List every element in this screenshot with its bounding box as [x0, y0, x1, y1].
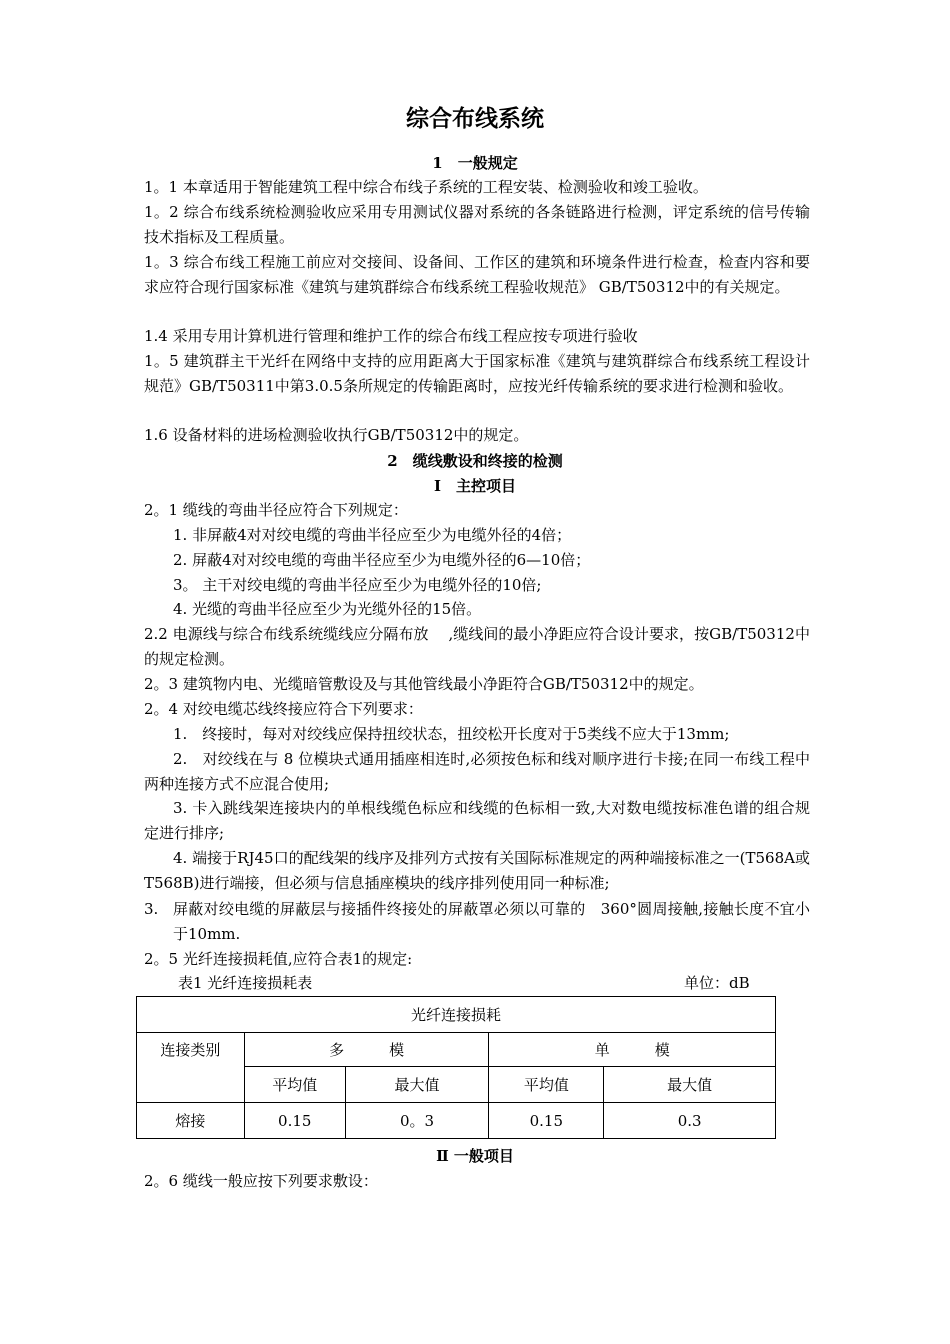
clause-2-4-item-1: 1. 终接时，每对对绞线应保持扭绞状态，扭绞松开长度对于5类线不应大于13mm;	[173, 725, 730, 743]
clause-2-4-item-3: 3. 卡入跳线架连接块内的单根线缆色标应和线缆的色标相一致,大对数电缆按标准色谱的组合规定进行排序;	[144, 799, 810, 842]
section-1-heading: 1 一般规定	[432, 154, 518, 172]
subsection-general-items: Ⅱ 一般项目	[436, 1147, 514, 1165]
clause-2-1-item-4: 4. 光缆的弯曲半径应至少为光缆外径的15倍。	[173, 600, 482, 618]
clause-2-4-item-5-number: 3.	[144, 900, 159, 918]
doc-title: 综合布线系统	[406, 105, 544, 132]
singlemode-average-header: 平均值	[489, 1067, 604, 1103]
clause-1-6: 1.6 设备材料的进场检测验收执行GB/T50312中的规定。	[144, 426, 529, 444]
clause-1-2: 1。2 综合布线系统检测验收应采用专用测试仪器对系统的各条链路进行检测，评定系统的信号传输技术指标及工程质量。	[144, 203, 810, 246]
table-row	[137, 1103, 776, 1139]
table-caption: 表1 光纤连接损耗表	[178, 974, 313, 992]
clause-1-5: 1。5 建筑群主干光纤在网络中支持的应用距离大于国家标准《建筑与建筑群综合布线系统工程设计规范》GB/T50311中第3.0.5条所规定的传输距离时，应按光纤传输系统的要求进行检测和验收。	[144, 352, 810, 395]
clause-2-1-item-2: 2. 屏蔽4对对绞电缆的弯曲半径应至少为电缆外径的6—10倍；	[173, 551, 591, 569]
singlemode-max-value: 0.3	[604, 1103, 776, 1139]
multimode-max-header: 最大值	[345, 1067, 489, 1103]
multimode-header: 多 模	[244, 1033, 489, 1067]
connection-type-header: 连接类别	[137, 1033, 245, 1103]
clause-2-2: 2.2 电源线与综合布线系统缆线应分隔布放 ,缆线间的最小净距应符合设计要求，按GB/T50312中的规定检测。	[144, 625, 810, 668]
multimode-average-header: 平均值	[244, 1067, 345, 1103]
section-2-heading: 2 缆线敷设和终接的检测	[387, 452, 563, 470]
singlemode-header: 单 模	[489, 1033, 776, 1067]
clause-1-1: 1。1 本章适用于智能建筑工程中综合布线子系统的工程安装、检测验收和竣工验收。	[144, 178, 708, 196]
singlemode-max-header: 最大值	[604, 1067, 776, 1103]
clause-2-4-item-2: 2. 对绞线在与 8 位模块式通用插座相连时,必须按色标和线对顺序进行卡接;在同一布线工程中两种连接方式不应混合使用;	[144, 750, 810, 793]
row-label-fusion: 熔接	[137, 1103, 245, 1139]
singlemode-average-value: 0.15	[489, 1103, 604, 1139]
clause-2-6: 2。6 缆线一般应按下列要求敷设：	[144, 1172, 378, 1190]
clause-2-5: 2。5 光纤连接损耗值,应符合表1的规定:	[144, 950, 413, 968]
table-unit: 单位：dB	[684, 974, 750, 992]
clause-2-4-item-5: 屏蔽对绞电缆的屏蔽层与接插件终接处的屏蔽罩必须以可靠的 360°圆周接触,接触长度不宜小于10mm.	[173, 900, 810, 943]
table-title-cell: 光纤连接损耗	[137, 997, 776, 1033]
multimode-average-value: 0.15	[244, 1103, 345, 1139]
clause-2-4: 2。4 对绞电缆芯线终接应符合下列要求：	[144, 700, 423, 718]
subsection-main-items: Ⅰ 主控项目	[433, 477, 517, 495]
clause-2-3: 2。3 建筑物内电、光缆暗管敷设及与其他管线最小净距符合GB/T50312中的规定。	[144, 675, 704, 693]
clause-1-3: 1。3 综合布线工程施工前应对交接间、设备间、工作区的建筑和环境条件进行检查，检查内容和要求应符合现行国家标准《建筑与建筑群综合布线系统工程验收规范》 GB/T50312中的有关规定。	[144, 253, 810, 296]
clause-2-1-item-3: 3。 主干对绞电缆的弯曲半径应至少为电缆外径的10倍;	[173, 576, 542, 594]
clause-2-1: 2。1 缆线的弯曲半径应符合下列规定：	[144, 501, 408, 519]
fiber-loss-table	[136, 996, 776, 1139]
clause-1-4: 1.4 采用专用计算机进行管理和维护工作的综合布线工程应按专项进行验收	[144, 327, 638, 345]
clause-2-1-item-1: 1. 非屏蔽4对对绞电缆的弯曲半径应至少为电缆外径的4倍；	[173, 526, 572, 544]
clause-2-4-item-4: 4. 端接于RJ45口的配线架的线序及排列方式按有关国际标准规定的两种端接标准之一(T568A或T568B)进行端接，但必须与信息插座模块的线序排列使用同一种标准;	[144, 849, 810, 892]
multimode-max-value: 0。3	[345, 1103, 489, 1139]
